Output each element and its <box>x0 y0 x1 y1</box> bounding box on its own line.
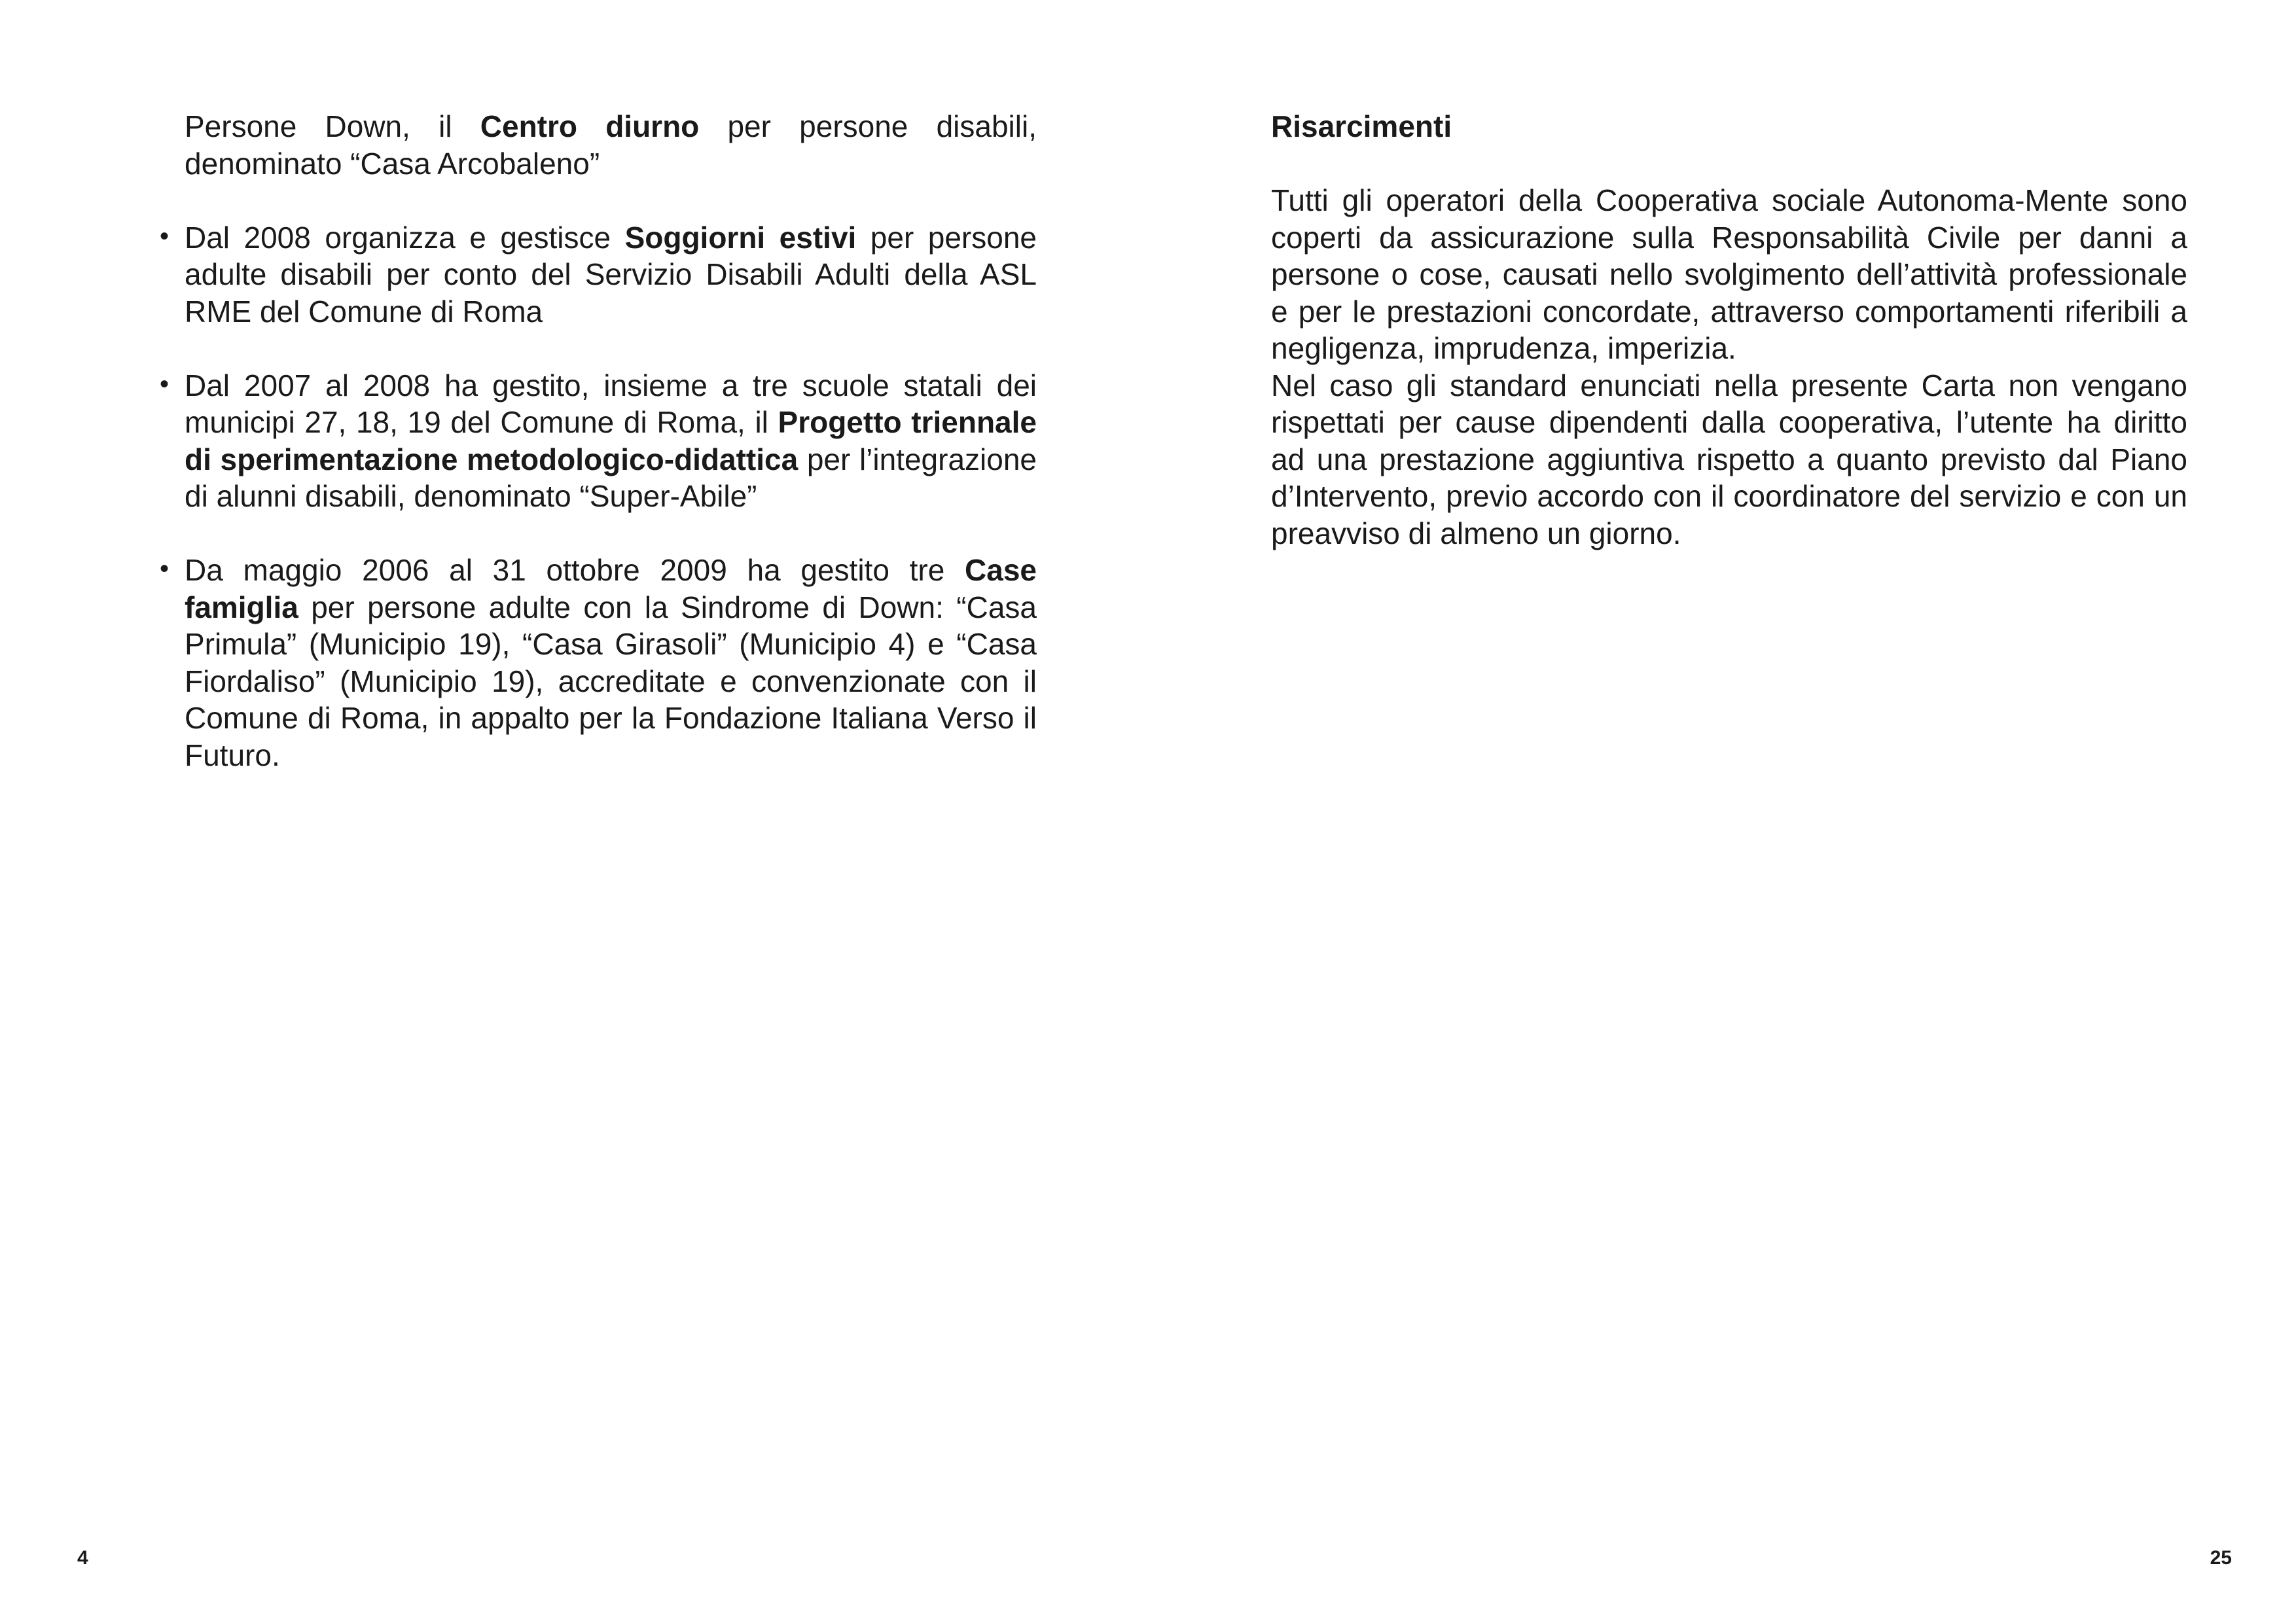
intro-text-1: Persone Down, il <box>185 109 480 143</box>
bullet-item-progetto <box>160 367 1037 515</box>
bullet-text-1: Da maggio 2006 al 31 ottobre 2009 ha gestito tre <box>185 553 965 587</box>
bullet-text-1: Dal 2008 organizza e gestisce <box>185 220 625 255</box>
right-column <box>1271 108 2187 552</box>
left-column <box>160 108 1037 774</box>
bullet-bold: Soggiorni estivi <box>624 220 857 255</box>
bullet-item-soggiorni <box>160 219 1037 330</box>
section-heading: Risarcimenti <box>1271 109 1452 143</box>
bullet-marker: • <box>160 369 170 399</box>
intro-bold: Centro diurno <box>480 109 700 143</box>
bullet-item-case-famiglia <box>160 552 1037 774</box>
page-number-left: 4 <box>77 1547 88 1569</box>
paragraph-insurance: Tutti gli operatori della Cooperativa sociale Autonoma-Mente sono coperti da assicurazione sulla Responsabilità Civile per danni a persone o cose, causati nello svolgimento dell’attività professionale e per le prestazioni concordate, attraverso comportamenti riferibili a negligenza, imprudenza, imperizia. <box>1271 183 2187 365</box>
bullet-bold: Case famiglia <box>185 553 1037 624</box>
intro-paragraph <box>185 108 1037 182</box>
bullet-text-2: per persone adulte con la Sindrome di Down: “Casa Primula” (Municipio 19), “Casa Girasoli” (Municipio 4) e “Casa Fiordaliso” (Municipio 19), accreditate e convenzionate con il Comune di Roma, in appalto per la Fondazione Italiana Verso il Futuro. <box>185 590 1037 772</box>
right-page <box>1148 0 2296 1623</box>
bullet-text-2: per persone adulte disabili per conto del Servizio Disabili Adulti della ASL RME del Comune di Roma <box>185 220 1037 329</box>
bullet-marker: • <box>160 221 170 251</box>
bullet-text-1: Dal 2007 al 2008 ha gestito, insieme a tre scuole statali dei municipi 27, 18, 19 del Comune di Roma, il <box>185 368 1037 439</box>
bullet-text <box>185 367 1037 515</box>
bullet-text-2: per l’integrazione di alunni disabili, denominato “Super-Abile” <box>185 442 1037 513</box>
intro-text-2: per persone disabili, denominato “Casa Arcobaleno” <box>185 109 1037 181</box>
bullet-text <box>185 219 1037 330</box>
bullet-bold: Progetto triennale di sperimentazione metodologico-didattica <box>185 405 1037 476</box>
bullet-marker: • <box>160 554 170 583</box>
bullet-text <box>185 552 1037 774</box>
page-number-right: 25 <box>2210 1547 2232 1569</box>
paragraph-standards: Nel caso gli standard enunciati nella presente Carta non vengano rispettati per cause dipendenti dalla cooperativa, l’utente ha diritto ad una prestazione aggiuntiva rispetto a quanto previsto dal Piano d’Intervento, previo accordo con il coordinatore del servizio e con un preavviso di almeno un giorno. <box>1271 368 2187 550</box>
